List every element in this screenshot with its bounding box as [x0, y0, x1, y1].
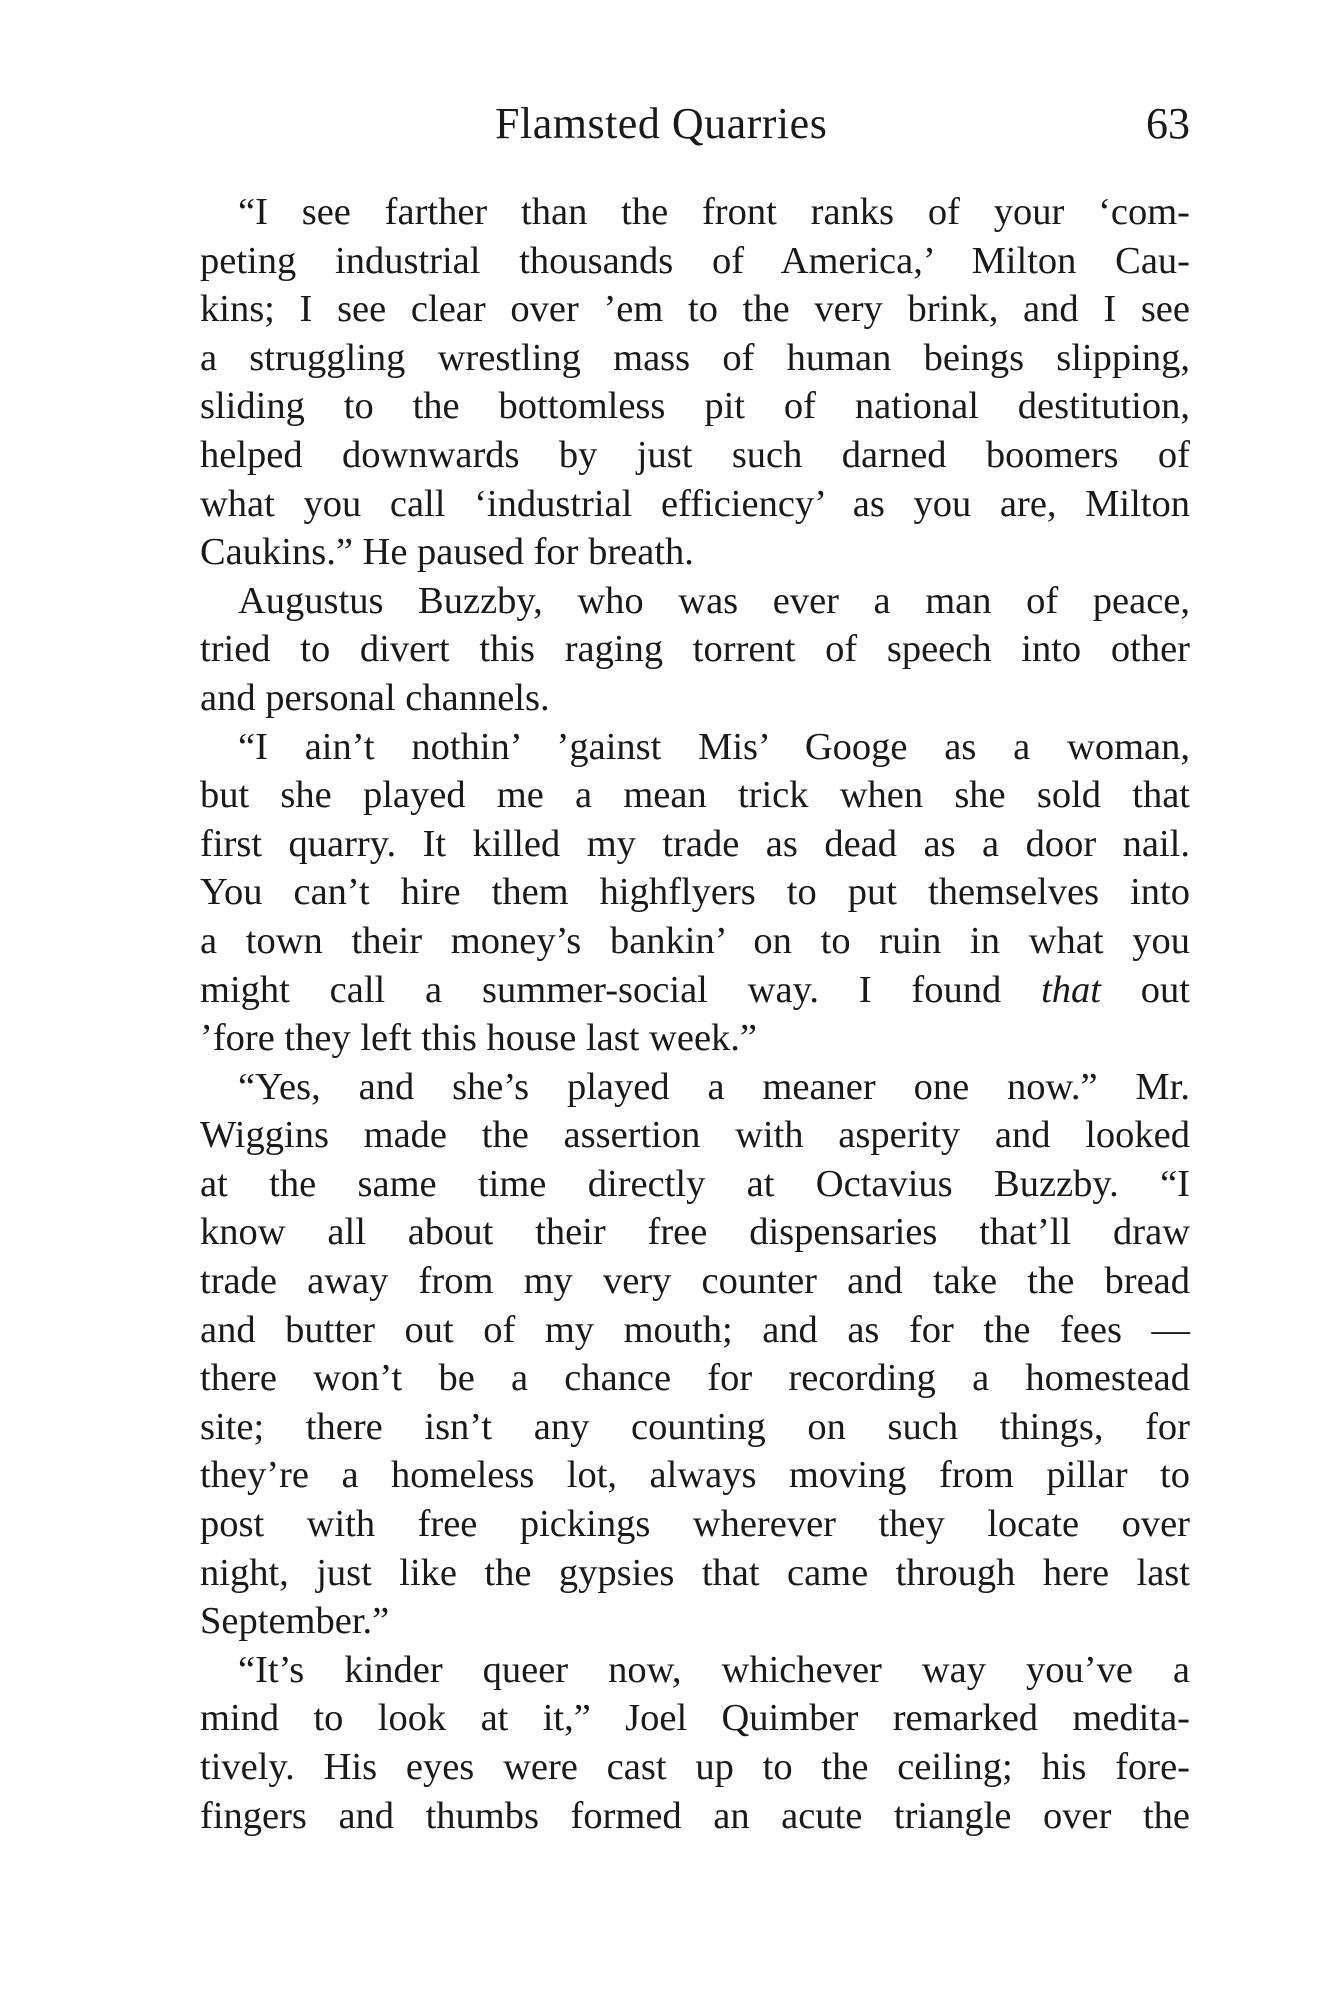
running-title: Flamsted Quarries: [495, 99, 828, 148]
text-line: they’re a homeless lot, always moving from pillar to: [200, 1454, 1190, 1497]
text-line: helped downwards by just such darned boomers of: [200, 433, 1190, 476]
text-line: Wiggins made the assertion with asperity and looked: [200, 1114, 1190, 1157]
text-line: but she played me a mean trick when she sold that: [200, 774, 1190, 817]
text-line: “It’s kinder queer now, whichever way you’ve a: [238, 1648, 1190, 1691]
text-line: and personal channels.: [200, 676, 550, 719]
text-line: and butter out of my mouth; and as for the fees —: [200, 1308, 1190, 1351]
text-line: know all about their free dispensaries that’ll draw: [200, 1211, 1190, 1254]
text-line: trade away from my very counter and take the bread: [200, 1260, 1190, 1303]
text-line: a struggling wrestling mass of human beings slipping,: [200, 336, 1190, 379]
paragraph: [200, 723, 1190, 1063]
paragraph: [200, 188, 1190, 577]
text-line: there won’t be a chance for recording a homestead: [200, 1357, 1190, 1400]
text-line: tried to divert this raging torrent of speech into other: [200, 628, 1190, 671]
text-line: peting industrial thousands of America,’ Milton Cau-: [200, 239, 1190, 282]
paragraph: [200, 577, 1190, 723]
paragraph: [200, 1646, 1190, 1840]
text-line: night, just like the gypsies that came through here last: [200, 1551, 1190, 1594]
text-line: sliding to the bottomless pit of national destitution,: [200, 385, 1190, 428]
running-head: [200, 98, 1190, 158]
text-line: “Yes, and she’s played a meaner one now.” Mr.: [238, 1065, 1190, 1108]
text-line: Augustus Buzzby, who was ever a man of peace,: [238, 579, 1190, 622]
text-line: at the same time directly at Octavius Buzzby. “I: [200, 1162, 1190, 1205]
text-line: You can’t hire them highflyers to put themselves into: [200, 871, 1190, 914]
text-line: “I ain’t nothin’ ’gainst Mis’ Googe as a woman,: [238, 725, 1190, 768]
page-number: 63: [1146, 99, 1190, 148]
text-line: “I see farther than the front ranks of your ‘com-: [238, 191, 1190, 233]
text-line italic-line: might call a summer-social way. I found that out: [200, 968, 1190, 1011]
text-line: site; there isn’t any counting on such things, for: [200, 1405, 1190, 1448]
text-line: a town their money’s bankin’ on to ruin in what you: [200, 919, 1190, 962]
text-line: fingers and thumbs formed an acute triangle over the: [200, 1794, 1190, 1837]
text-line: what you call ‘industrial efficiency’ as you are, Milton: [200, 482, 1190, 525]
body-text: [200, 188, 1190, 1840]
text-line: first quarry. It killed my trade as dead as a door nail.: [200, 822, 1190, 865]
paragraph: [200, 1063, 1190, 1646]
text-line: Caukins.” He paused for breath.: [200, 531, 694, 574]
text-line: mind to look at it,” Joel Quimber remarked medita-: [200, 1697, 1190, 1740]
text-line: post with free pickings wherever they locate over: [200, 1503, 1190, 1546]
text-line: ’fore they left this house last week.”: [200, 1017, 757, 1060]
text-line: September.”: [200, 1600, 390, 1643]
text-line: kins; I see clear over ’em to the very brink, and I see: [200, 288, 1190, 331]
text-line: tively. His eyes were cast up to the ceiling; his fore-: [200, 1746, 1190, 1788]
